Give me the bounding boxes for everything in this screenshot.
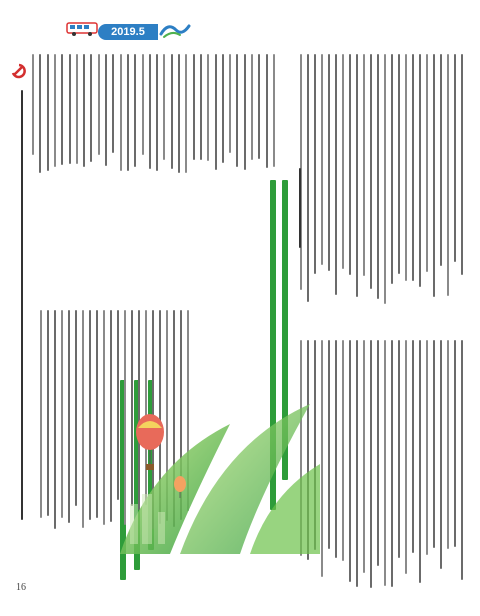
text-column — [335, 340, 337, 558]
text-column — [96, 310, 98, 518]
text-column — [307, 54, 309, 302]
text-column — [76, 54, 78, 164]
text-column — [103, 310, 105, 525]
text-column — [98, 54, 100, 155]
text-column — [461, 340, 463, 580]
text-column — [236, 54, 238, 167]
text-column — [335, 54, 337, 295]
text-column — [405, 340, 407, 574]
text-column — [370, 340, 372, 588]
text-column — [321, 54, 323, 265]
text-column — [82, 310, 84, 528]
text-column — [178, 54, 180, 173]
balloon-icon — [136, 414, 164, 470]
text-column — [266, 54, 268, 168]
text-column — [54, 54, 56, 167]
text-column — [356, 340, 358, 587]
text-column — [47, 310, 49, 516]
text-column — [69, 54, 71, 164]
text-column — [142, 54, 144, 155]
text-column — [377, 54, 379, 299]
text-column — [105, 54, 107, 166]
text-column — [61, 310, 63, 518]
text-column — [321, 340, 323, 577]
text-column — [391, 340, 393, 587]
text-column — [440, 340, 442, 569]
page-number: 16 — [16, 582, 26, 593]
magazine-header — [0, 0, 480, 40]
text-column — [215, 54, 217, 170]
text-column — [454, 54, 456, 262]
text-column — [363, 340, 365, 573]
text-column — [229, 54, 231, 153]
text-column — [39, 54, 41, 173]
text-column — [149, 54, 151, 169]
text-column — [244, 54, 246, 170]
text-column — [328, 340, 330, 549]
text-column — [433, 340, 435, 548]
text-column — [447, 54, 449, 296]
article-body-upper-left — [32, 54, 286, 174]
swirl-icon — [158, 20, 192, 40]
text-column — [454, 340, 456, 547]
text-column — [171, 54, 173, 169]
text-column — [433, 54, 435, 297]
text-column — [40, 310, 42, 518]
text-column — [384, 54, 386, 304]
text-column — [207, 54, 209, 161]
text-column — [120, 54, 122, 171]
text-column — [258, 54, 260, 159]
text-column — [461, 54, 463, 275]
text-column — [112, 54, 114, 153]
text-column — [370, 54, 372, 289]
article-meta-line — [296, 168, 304, 248]
text-column — [412, 340, 414, 553]
text-column — [89, 310, 91, 520]
text-column — [47, 54, 49, 171]
text-column — [377, 340, 379, 566]
text-column — [384, 340, 386, 586]
text-column — [75, 310, 77, 506]
text-column — [90, 54, 92, 162]
footnote-line — [18, 90, 26, 520]
text-column — [447, 340, 449, 549]
issue-badge: 2019.5 — [98, 24, 158, 40]
text-column — [127, 54, 129, 171]
text-column — [273, 54, 275, 167]
text-column — [61, 54, 63, 165]
text-column — [405, 54, 407, 281]
text-column — [419, 54, 421, 287]
bus-icon — [66, 20, 100, 36]
article-body-top — [300, 54, 472, 306]
party-emblem-icon — [10, 62, 28, 80]
text-column — [314, 54, 316, 274]
decorative-illustration — [110, 384, 320, 554]
text-column — [68, 310, 70, 523]
text-column — [54, 310, 56, 529]
text-column — [363, 54, 365, 276]
text-column — [83, 54, 85, 167]
text-column — [412, 54, 414, 281]
text-column — [440, 54, 442, 266]
text-column — [356, 54, 358, 297]
text-column — [398, 340, 400, 558]
text-column — [251, 54, 253, 160]
text-column — [200, 54, 202, 160]
text-column — [193, 54, 195, 160]
text-column — [134, 54, 136, 167]
text-column — [342, 54, 344, 269]
text-column — [426, 340, 428, 555]
text-column — [163, 54, 165, 160]
text-column — [342, 340, 344, 561]
text-column — [419, 340, 421, 583]
text-column — [349, 340, 351, 582]
text-column — [32, 54, 34, 155]
text-column — [391, 54, 393, 284]
text-column — [328, 54, 330, 271]
text-column — [156, 54, 158, 171]
text-column — [185, 54, 187, 173]
text-column — [222, 54, 224, 163]
text-column — [426, 54, 428, 272]
text-column — [398, 54, 400, 274]
text-column — [349, 54, 351, 275]
article-body-bottom — [300, 340, 472, 590]
